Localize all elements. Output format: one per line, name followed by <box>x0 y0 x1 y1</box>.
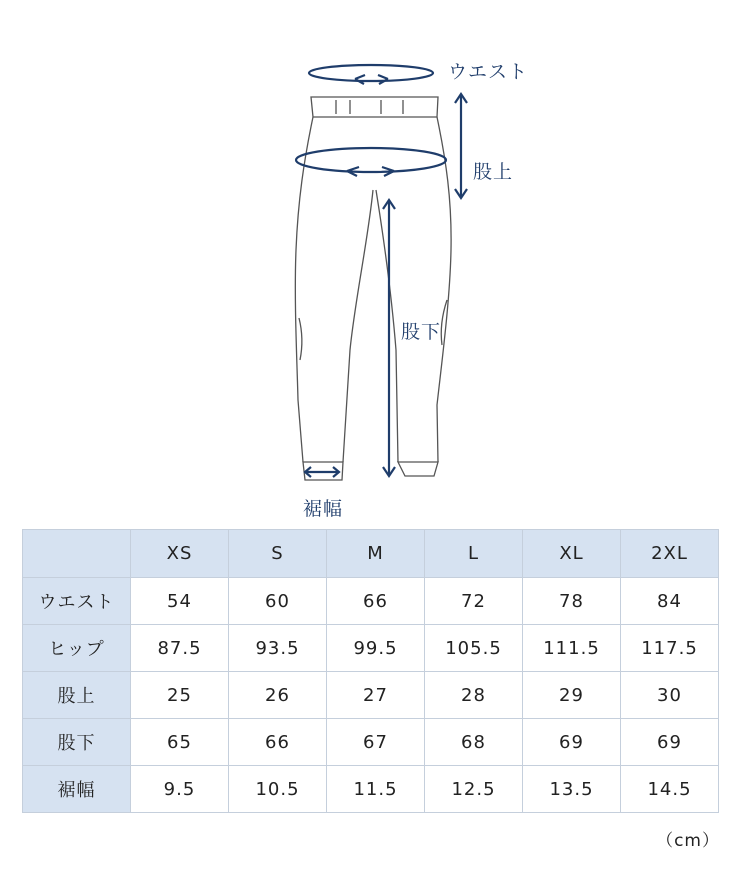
table-cell: 69 <box>621 719 719 766</box>
table-cell: 78 <box>523 578 621 625</box>
table-cell: 72 <box>425 578 523 625</box>
table-row <box>23 672 719 719</box>
table-row <box>23 625 719 672</box>
table-cell: 29 <box>523 672 621 719</box>
row-label: ウエスト <box>23 578 131 625</box>
table-header-s: S <box>229 530 327 578</box>
table-header-corner <box>23 530 131 578</box>
table-cell: 12.5 <box>425 766 523 813</box>
table-cell: 30 <box>621 672 719 719</box>
table-cell: 60 <box>229 578 327 625</box>
table-header-m: M <box>327 530 425 578</box>
table-cell: 11.5 <box>327 766 425 813</box>
row-label: ヒップ <box>23 625 131 672</box>
table-cell: 65 <box>131 719 229 766</box>
table-row <box>23 719 719 766</box>
table-cell: 93.5 <box>229 625 327 672</box>
table-cell: 10.5 <box>229 766 327 813</box>
size-table <box>22 529 719 813</box>
table-cell: 66 <box>229 719 327 766</box>
row-label: 股上 <box>23 672 131 719</box>
table-cell: 111.5 <box>523 625 621 672</box>
table-cell: 69 <box>523 719 621 766</box>
table-header-xs: XS <box>131 530 229 578</box>
table-cell: 13.5 <box>523 766 621 813</box>
table-header-xl: XL <box>523 530 621 578</box>
table-row <box>23 766 719 813</box>
table-header-2xl: 2XL <box>621 530 719 578</box>
table-cell: 99.5 <box>327 625 425 672</box>
row-label: 裾幅 <box>23 766 131 813</box>
table-cell: 117.5 <box>621 625 719 672</box>
table-cell: 67 <box>327 719 425 766</box>
table-row <box>23 578 719 625</box>
table-cell: 27 <box>327 672 425 719</box>
inseam-label: 股下 <box>401 321 442 343</box>
table-cell: 105.5 <box>425 625 523 672</box>
table-cell: 87.5 <box>131 625 229 672</box>
table-cell: 54 <box>131 578 229 625</box>
table-header-row <box>23 530 719 578</box>
measurement-arrows <box>296 65 467 477</box>
unit-label: （cm） <box>656 831 720 851</box>
hem-label: 裾幅 <box>303 498 344 520</box>
table-cell: 66 <box>327 578 425 625</box>
table-header-l: L <box>425 530 523 578</box>
row-label: 股下 <box>23 719 131 766</box>
table-cell: 25 <box>131 672 229 719</box>
table-cell: 14.5 <box>621 766 719 813</box>
table-cell: 28 <box>425 672 523 719</box>
table-cell: 9.5 <box>131 766 229 813</box>
table-cell: 84 <box>621 578 719 625</box>
waist-label: ウエスト <box>448 61 529 83</box>
rise-label: 股上 <box>473 161 514 183</box>
table-cell: 68 <box>425 719 523 766</box>
table-cell: 26 <box>229 672 327 719</box>
